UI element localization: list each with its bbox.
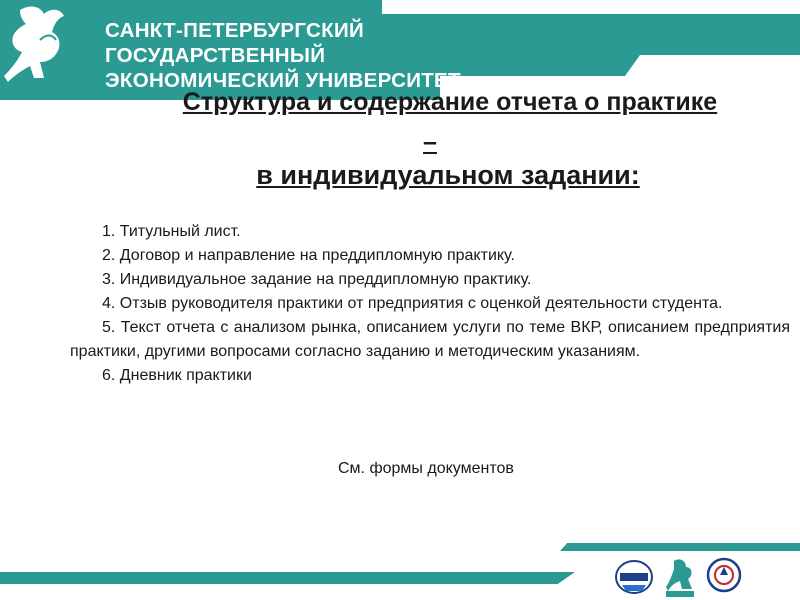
requirements-list (70, 220, 790, 388)
list-item: 4. Отзыв руководителя практики от предприятия с оценкой деятельности студента. (102, 295, 723, 312)
slide-title-line-2: в индивидуальном задании: (256, 160, 640, 190)
list-item: 3. Индивидуальное задание на преддипломную практику. (102, 271, 532, 288)
slide-title-line-1: Структура и содержание отчета о практике (182, 88, 718, 116)
forms-note: См. формы документов (338, 460, 514, 477)
ship-emblem-icon (616, 561, 652, 593)
university-name-line-2: ГОСУДАРСТВЕННЫЙ (105, 44, 326, 67)
slide-title-dash: – (423, 128, 437, 156)
university-name (105, 18, 461, 93)
footer-stripe-lower (0, 572, 575, 584)
griffin-finek-icon (666, 559, 694, 597)
footer-stripe-upper (560, 543, 800, 551)
university-name-line-1: САНКТ-ПЕТЕРБУРГСКИЙ (105, 19, 365, 42)
circular-seal-icon (708, 559, 740, 591)
list-item: 5. Текст отчета с анализом рынка, описанием услуги по теме ВКР, описанием предприятия практики, другими вопросами согласно заданию и методическим указаниям. (70, 319, 790, 360)
list-item: 1. Титульный лист. (102, 223, 241, 240)
university-name-line-3: ЭКОНОМИЧЕСКИЙ УНИВЕРСИТЕТ (105, 69, 461, 92)
griffin-icon (0, 0, 78, 90)
list-item: 6. Дневник практики (102, 367, 252, 384)
footer-logos (612, 555, 800, 600)
list-item: 2. Договор и направление на преддипломную практику. (102, 247, 515, 264)
